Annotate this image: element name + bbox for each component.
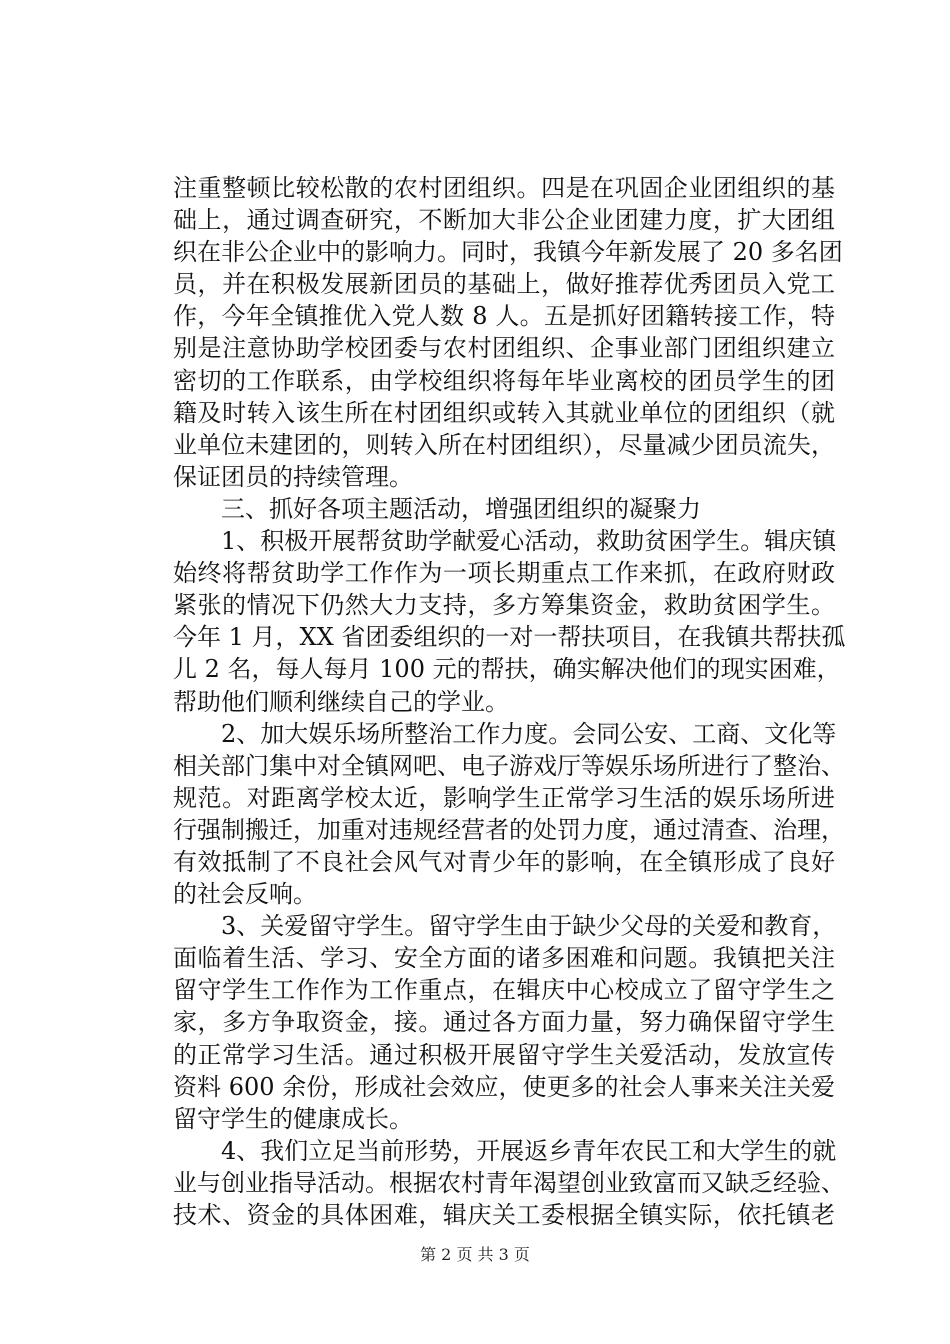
page-number-footer: 第 2 页 共 3 页 <box>420 1245 530 1264</box>
text-line: 留守学生工作作为工作重点，在辑庆中心校成立了留守学生之 <box>173 976 835 1005</box>
text-line: 面临着生活、学习、安全方面的诸多困难和问题。我镇把关注 <box>173 944 835 973</box>
text-line: 织在非公企业中的影响力。同时，我镇今年新发展了 20 多名团 <box>173 238 843 267</box>
text-line: 籍及时转入该生所在村团组织或转入其就业单位的团组织（就 <box>173 398 835 427</box>
section-heading: 三、抓好各项主题活动，增强团组织的凝聚力 <box>221 494 701 523</box>
text-line: 今年 1 月，XX 省团委组织的一对一帮扶项目，在我镇共帮扶孤 <box>173 623 846 652</box>
text-line: 帮助他们顺利继续自己的学业。 <box>173 687 509 716</box>
text-line: 资料 600 余份，形成社会效应，使更多的社会人事来关注关爱 <box>173 1072 835 1101</box>
text-line: 技术、资金的具体困难，辑庆关工委根据全镇实际，依托镇老 <box>173 1201 835 1229</box>
text-line: 始终将帮贫助学工作作为一项长期重点工作来抓，在政府财政 <box>173 559 835 588</box>
text-line: 规范。对距离学校太近，影响学生正常学习生活的娱乐场所进 <box>173 783 835 812</box>
text-line: 作，今年全镇推优入党人数 8 人。五是抓好团籍转接工作，特 <box>173 302 835 331</box>
text-line: 家，多方争取资金，接。通过各方面力量，努力确保留守学生 <box>173 1008 835 1037</box>
text-line: 保证团员的持续管理。 <box>173 462 413 491</box>
text-line: 有效抵制了不良社会风气对青少年的影响，在全镇形成了良好 <box>173 847 835 876</box>
paragraph-first-line: 4、我们立足当前形势，开展返乡青年农民工和大学生的就 <box>221 1136 837 1165</box>
text-line: 业与创业指导活动。根据农村青年渴望创业致富而又缺乏经验、 <box>173 1168 845 1197</box>
text-line: 的正常学习生活。通过积极开展留守学生关爱活动，发放宣传 <box>173 1040 835 1069</box>
text-line: 紧张的情况下仍然大力支持，多方筹集资金，救助贫困学生。 <box>173 591 835 620</box>
text-line: 行强制搬迁，加重对违规经营者的处罚力度，通过清查、治理， <box>173 815 845 844</box>
text-line: 的社会反响。 <box>173 880 317 909</box>
text-line: 儿 2 名，每人每月 100 元的帮扶，确实解决他们的现实困难， <box>173 655 841 684</box>
text-line: 相关部门集中对全镇网吧、电子游戏厅等娱乐场所进行了整治、 <box>173 751 845 780</box>
text-line: 留守学生的健康成长。 <box>173 1104 413 1133</box>
text-line: 密切的工作联系，由学校组织将每年毕业离校的团员学生的团 <box>173 366 835 395</box>
document-body <box>173 172 846 1231</box>
text-line: 注重整顿比较松散的农村团组织。四是在巩固企业团组织的基 <box>173 174 835 202</box>
text-line: 业单位未建团的，则转入所在村团组织），尽量减少团员流失， <box>173 430 835 459</box>
paragraph-first-line: 1、积极开展帮贫助学献爱心活动，救助贫困学生。辑庆镇 <box>221 527 837 556</box>
paragraph-first-line: 3、关爱留守学生。留守学生由于缺少父母的关爱和教育， <box>221 912 837 941</box>
text-line: 员，并在积极发展新团员的基础上，做好推荐优秀团员入党工 <box>173 270 835 299</box>
text-line: 别是注意协助学校团委与农村团组织、企事业部门团组织建立 <box>173 334 835 363</box>
paragraph-first-line: 2、加大娱乐场所整治工作力度。会同公安、工商、文化等 <box>221 719 837 748</box>
text-line: 础上，通过调查研究，不断加大非公企业团建力度，扩大团组 <box>173 206 835 235</box>
